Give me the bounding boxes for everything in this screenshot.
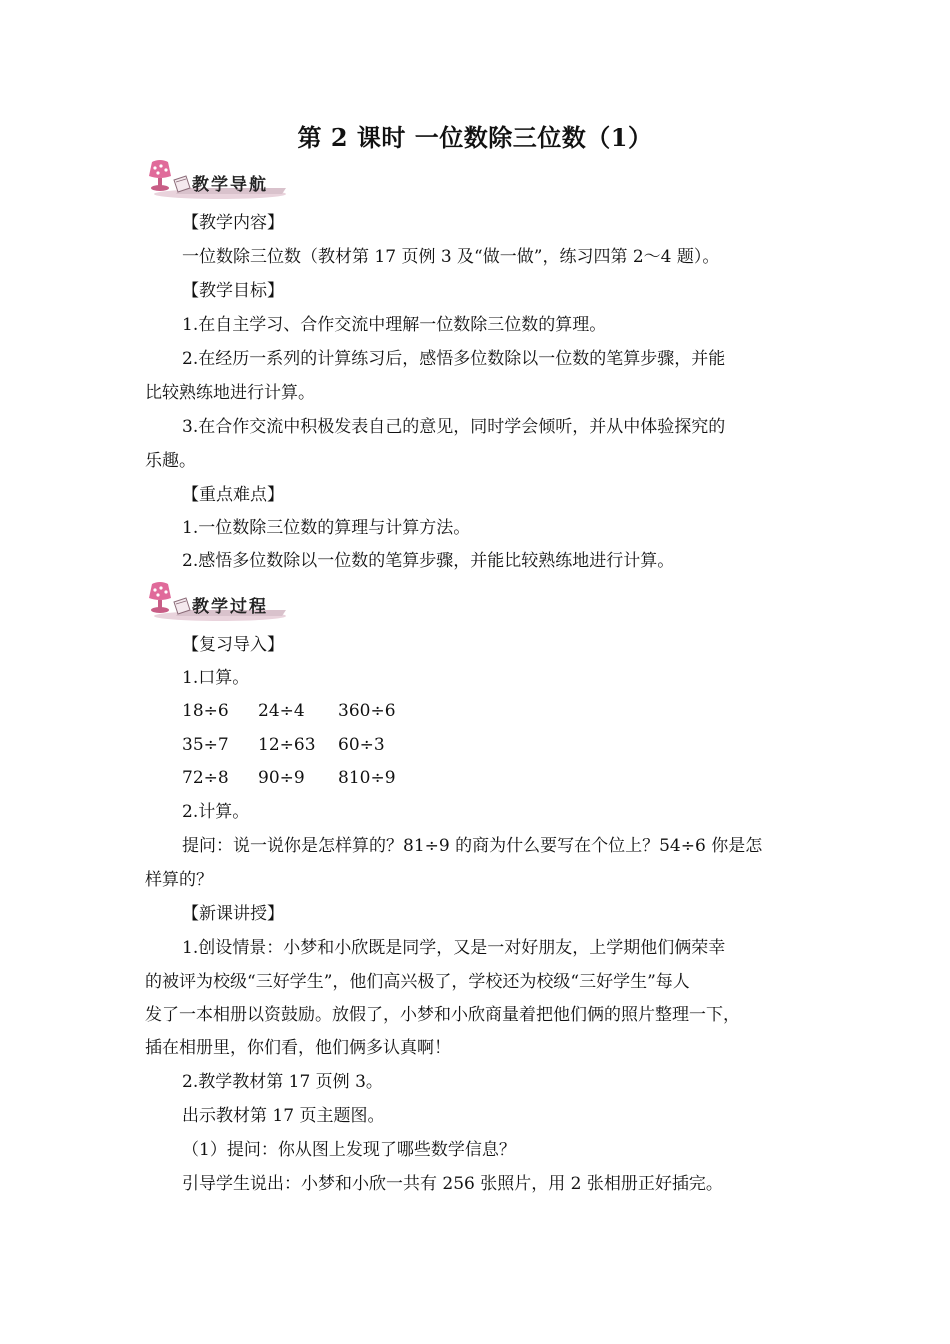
goals-heading: 【教学目标】 [182, 281, 284, 301]
content-heading: 【教学内容】 [182, 213, 284, 233]
section-banner-teaching-guide [140, 158, 290, 202]
question-line-2: 样算的？ [145, 870, 213, 890]
teach-example: 2.教学教材第 17 页例 3。 [182, 1072, 383, 1092]
goal-2-line-1: 2.在经历一系列的计算练习后，感悟多位数除以一位数的笔算步骤，并能 [182, 349, 726, 369]
goal-2-line-2: 比较熟练地进行计算。 [145, 383, 315, 403]
oral-cell: 90÷9 [258, 768, 305, 788]
calc-label: 2.计算。 [182, 802, 250, 822]
key-point-1: 1.一位数除三位数的算理与计算方法。 [182, 518, 471, 538]
goal-3-line-1: 3.在合作交流中积极发表自己的意见，同时学会倾听，并从中体验探究的 [182, 417, 726, 437]
question-line-1: 提问：说一说你是怎样算的？81÷9 的商为什么要写在个位上？54÷6 你是怎 [182, 836, 763, 856]
oral-row-3 [182, 767, 396, 789]
question-1: （1）提问：你从图上发现了哪些数学信息？ [182, 1140, 516, 1160]
oral-cell: 35÷7 [182, 735, 229, 755]
oral-cell: 72÷8 [182, 768, 229, 788]
oral-cell: 360÷6 [338, 701, 396, 721]
oral-cell: 810÷9 [338, 768, 396, 788]
scene-line-3: 发了一本相册以资鼓励。放假了，小梦和小欣商量着把他们俩的照片整理一下， [145, 1005, 740, 1025]
banner-label: 教学导航 [192, 175, 268, 195]
oral-calc-label: 1.口算。 [182, 668, 250, 688]
guide-text: 引导学生说出：小梦和小欣一共有 256 张照片，用 2 张相册正好插完。 [182, 1174, 723, 1194]
oral-cell: 18÷6 [182, 701, 229, 721]
banner-label: 教学过程 [192, 597, 268, 617]
oral-row-1 [182, 700, 396, 722]
scene-line-1: 1.创设情景：小梦和小欣既是同学，又是一对好朋友，上学期他们俩荣幸 [182, 938, 726, 958]
key-heading: 【重点难点】 [182, 485, 284, 505]
page-title: 第 2 课时 一位数除三位数（1） [297, 123, 653, 152]
oral-cell: 60÷3 [338, 735, 385, 755]
section-banner-teaching-process [140, 580, 290, 624]
oral-cell: 24÷4 [258, 701, 305, 721]
goal-3-line-2: 乐趣。 [145, 451, 196, 471]
goal-1: 1.在自主学习、合作交流中理解一位数除三位数的算理。 [182, 315, 607, 335]
review-heading: 【复习导入】 [182, 635, 284, 655]
oral-cell: 12÷63 [258, 735, 316, 755]
oral-row-2 [182, 734, 385, 756]
new-lesson-heading: 【新课讲授】 [182, 904, 284, 924]
key-point-2: 2.感悟多位数除以一位数的笔算步骤，并能比较熟练地进行计算。 [182, 551, 675, 571]
show-figure: 出示教材第 17 页主题图。 [182, 1106, 385, 1126]
content-text: 一位数除三位数（教材第 17 页例 3 及“做一做”，练习四第 2～4 题）。 [182, 247, 720, 267]
scene-line-4: 插在相册里，你们看，他们俩多认真啊！ [145, 1038, 451, 1058]
scene-line-2: 的被评为校级“三好学生”，他们高兴极了，学校还为校级“三好学生”每人 [145, 972, 690, 992]
